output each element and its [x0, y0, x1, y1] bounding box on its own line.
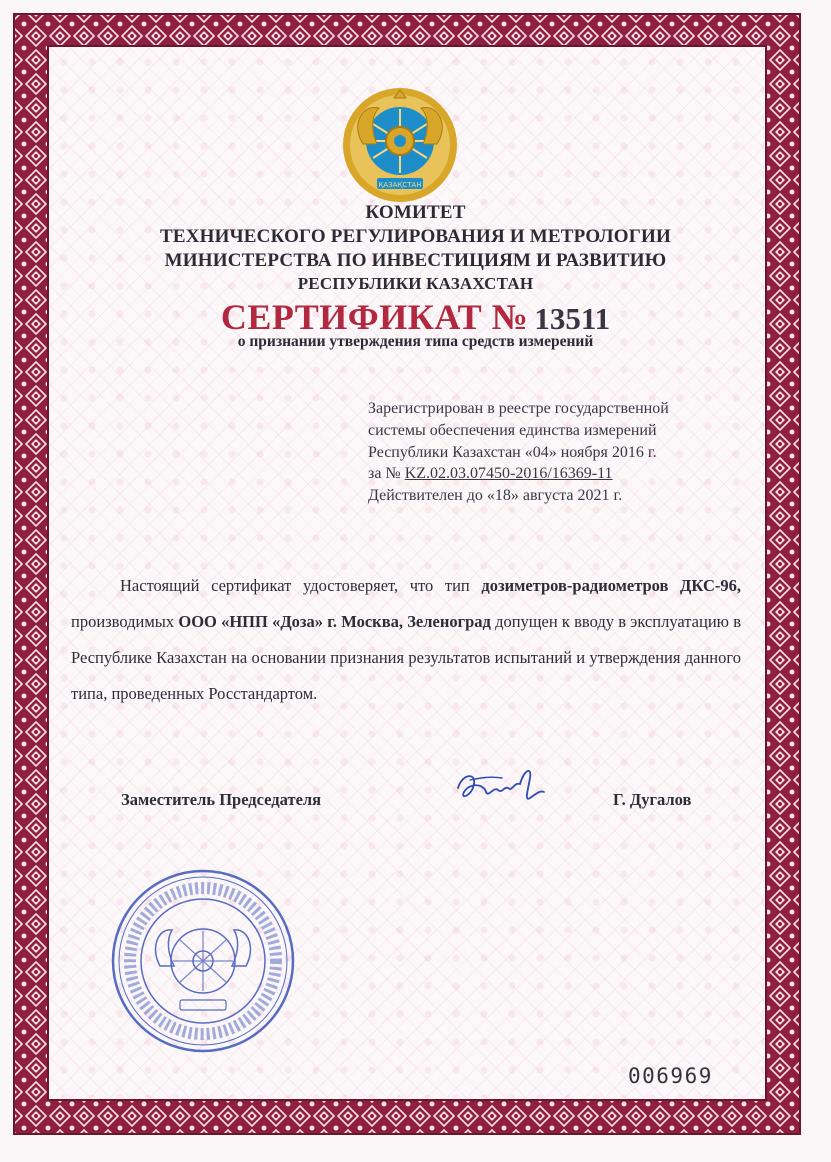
- certificate-body-text: [71, 568, 741, 712]
- body-text-part-2: производимых: [71, 612, 179, 631]
- registration-number: KZ.02.03.07450-2016/16369-11: [404, 465, 613, 483]
- kazakhstan-state-emblem-icon: [341, 86, 459, 204]
- svg-text:ҚАЗАҚСТАН: ҚАЗАҚСТАН: [378, 181, 422, 189]
- serial-number: 006969: [628, 1064, 713, 1088]
- certificate-title: [0, 296, 831, 338]
- registration-line-2: системы обеспечения единства измерений: [368, 421, 657, 439]
- validity-date: Действителен до «18» августа 2021 г.: [368, 487, 623, 505]
- certificate-number: 13511: [534, 301, 611, 336]
- certificate-subtitle: о признании утверждения типа средств измерений: [237, 333, 594, 350]
- device-type: дозиметров-радиометров ДКС-96,: [481, 576, 741, 595]
- signatory-name: Г. Дугалов: [613, 790, 692, 809]
- manufacturer: ООО «НПП «Доза» г. Москва, Зеленоград: [178, 612, 491, 631]
- registration-line-3: Республики Казахстан «04» ноября 2016 г.: [368, 443, 657, 461]
- registration-number-prefix: за №: [368, 465, 405, 483]
- signatory-role: Заместитель Председателя: [121, 790, 322, 809]
- body-text-part-3: допущен к вводу в эксплуатацию в Республике Казахстан на основании признания результатов испытаний и утверждения данного типа, проведенных Росстандартом.: [71, 612, 741, 703]
- official-round-seal-icon: [110, 868, 296, 1054]
- body-text-part-1: Настоящий сертификат удостоверяет, что тип: [120, 576, 482, 595]
- committee-name-line-2: ТЕХНИЧЕСКОГО РЕГУЛИРОВАНИЯ И МЕТРОЛОГИИ: [160, 226, 671, 247]
- committee-name-line-3: МИНИСТЕРСТВА ПО ИНВЕСТИЦИЯМ И РАЗВИТИЮ: [164, 250, 667, 271]
- registration-line-1: Зарегистрирован в реестре государственной: [368, 400, 669, 417]
- handwritten-signature-icon: [450, 762, 550, 814]
- registration-line-4: [368, 463, 748, 485]
- certificate-title-word: СЕРТИФИКАТ №: [220, 297, 529, 337]
- committee-title: КОМИТЕТ: [365, 202, 466, 223]
- committee-name-line-4: РЕСПУБЛИКИ КАЗАХСТАН: [297, 274, 534, 293]
- registration-block: [368, 398, 748, 507]
